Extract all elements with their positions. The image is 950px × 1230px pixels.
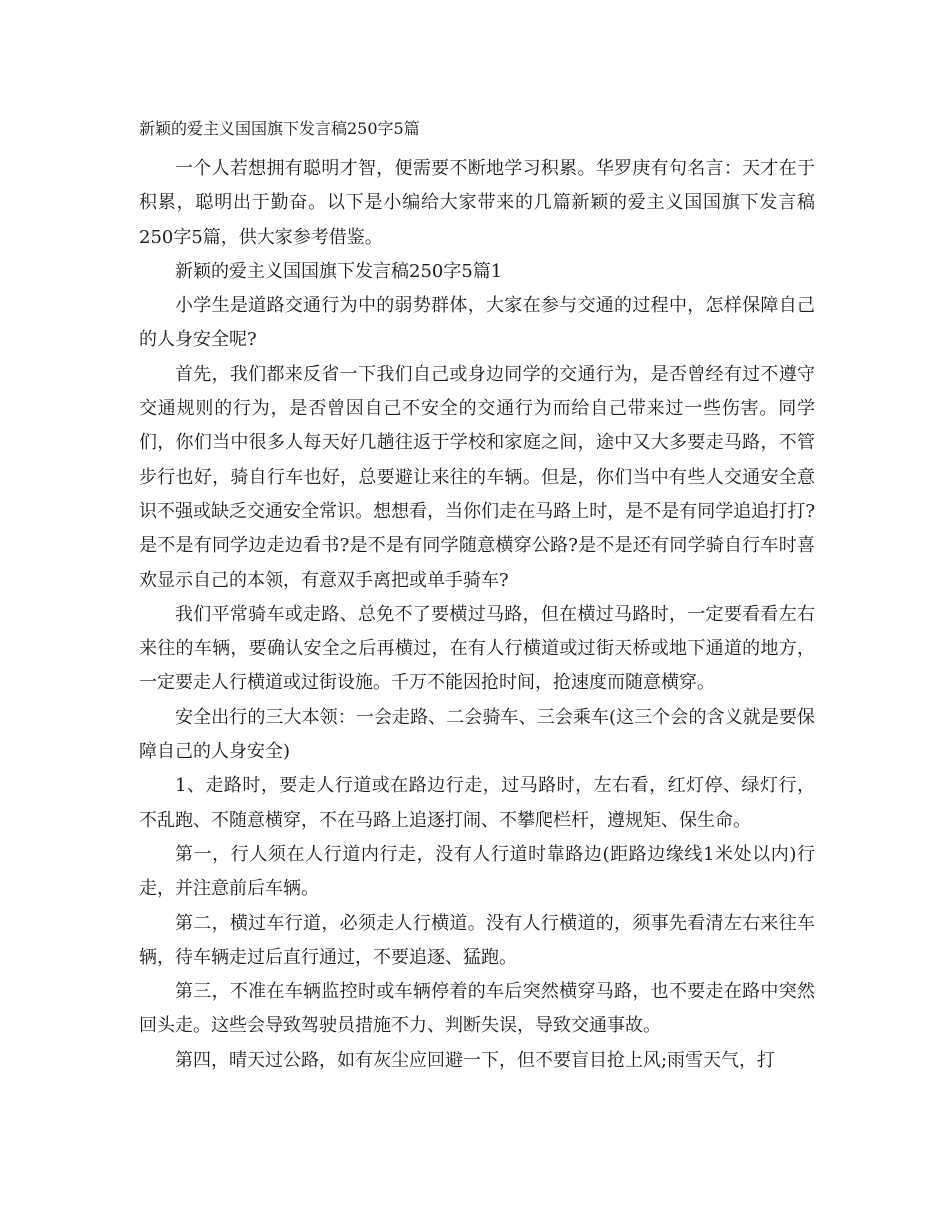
body-paragraph: 小学生是道路交通行为中的弱势群体，大家在参与交通的过程中，怎样保障自己的人身安全呢? [139,295,815,351]
section-heading: 新颖的爱主义国国旗下发言稿250字5篇1 [175,260,503,282]
document-body [139,152,815,1078]
body-paragraph: 第三，不准在车辆监控时或车辆停着的车后突然横穿马路，也不要走在路中突然回头走。这些会导致驾驶员措施不力、判断失误，导致交通事故。 [139,981,815,1037]
body-paragraph: 第四，晴天过公路，如有灰尘应回避一下，但不要盲目抢上风;雨雪天气，打 [175,1049,776,1071]
body-paragraph: 安全出行的三大本领：一会走路、二会骑车、三会乘车(这三个会的含义就是要保障自己的人身安全) [139,706,815,763]
body-paragraph: 1、走路时，要走人行道或在路边行走，过马路时，左右看，红灯停、绿灯行，不乱跑、不随意横穿，不在马路上追逐打闹、不攀爬栏杆，遵规矩、保生命。 [139,775,815,831]
body-paragraph: 第一，行人须在人行道内行走，没有人行道时靠路边(距路边缘线1米处以内)行走，并注意前后车辆。 [139,843,815,900]
body-paragraph: 首先，我们都来反省一下我们自己或身边同学的交通行为，是否曾经有过不遵守交通规则的行为，是否曾因自己不安全的交通行为而给自己带来过一些伤害。同学们，你们当中很多人每天好几趟往返于学校和家庭之间，途中又大多要走马路，不管步行也好，骑自行车也好，总要避让来往的车辆。但是，你们当中有些人交通安全意识不强或缺乏交通安全常识。想想看，当你们走在马路上时，是不是有同学追追打打?是不是有同学边走边看书?是不是有同学随意横穿公路?是不是还有同学骑自行车时喜欢显示自己的本领，有意双手离把或单手骑车? [139,363,815,591]
intro-paragraph: 一个人若想拥有聪明才智，便需要不断地学习积累。华罗庚有句名言：天才在于积累，聪明出于勤奋。以下是小编给大家带来的几篇新颖的爱主义国国旗下发言稿250字5篇，供大家参考借鉴。 [139,158,815,248]
body-paragraph: 第二，横过车行道，必须走人行横道。没有人行横道的，须事先看清左右来往车辆，待车辆走过后直行通过，不要追逐、猛跑。 [139,912,815,968]
document-title: 新颖的爱主义国国旗下发言稿250字5篇 [139,119,420,138]
body-paragraph: 我们平常骑车或走路、总免不了要横过马路，但在横过马路时，一定要看看左右来往的车辆，要确认安全之后再横过，在有人行横道或过街天桥或地下通道的地方，一定要走人行横道或过街设施。千万不能因抢时间，抢速度而随意横穿。 [139,603,815,694]
